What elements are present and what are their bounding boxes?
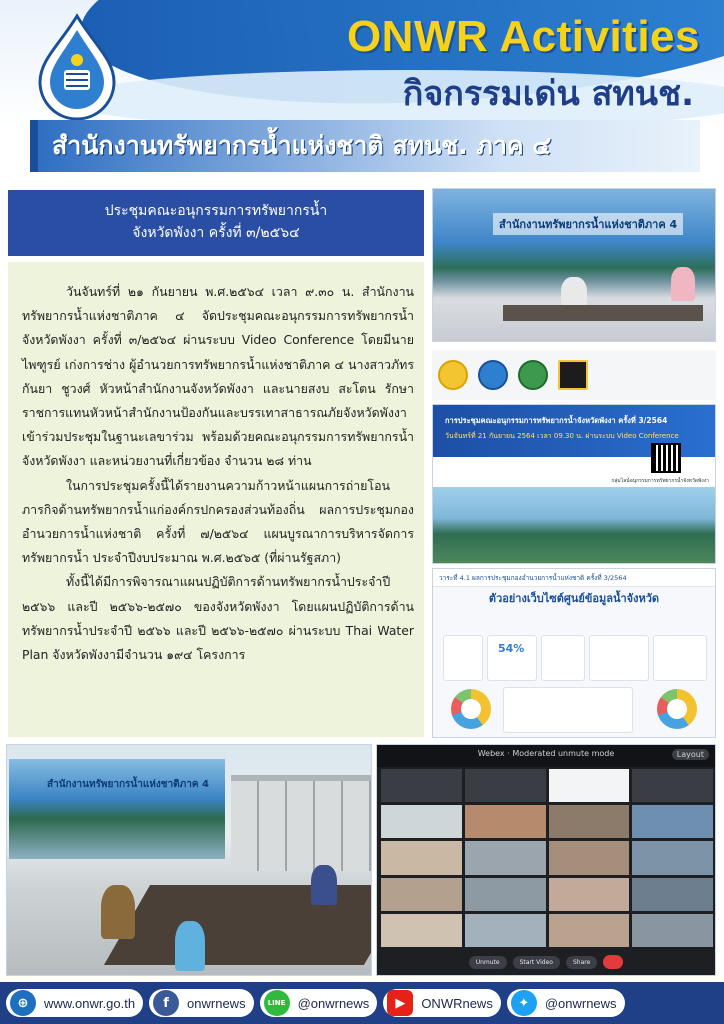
qr-code-icon (651, 443, 681, 473)
landscape-image (433, 487, 715, 564)
facebook-text: onwrnews (187, 995, 246, 1011)
participant-tile (465, 914, 546, 947)
participant-tile (632, 769, 713, 802)
wall-poster (9, 759, 225, 859)
youtube-icon: ▶ (387, 990, 413, 1016)
participant-tile (381, 841, 462, 874)
participant-tile (465, 769, 546, 802)
slide-title: การประชุมคณะอนุกรรมการทรัพยากรน้ำจังหวัดพังงา ครั้งที่ 3/2564 (445, 416, 668, 425)
facebook-link[interactable] (149, 989, 254, 1017)
rain-tile (541, 635, 585, 681)
poster-text: สำนักงานทรัพยากรน้ำแห่งชาติภาค 4 (47, 779, 210, 790)
line-icon: LINE (264, 990, 290, 1016)
participant-tile (549, 841, 630, 874)
dashboard-donut-chart (657, 689, 697, 729)
twitter-link[interactable] (507, 989, 625, 1017)
webex-subtitle: Moderated unmute mode (512, 749, 615, 758)
agency-seal-icon (518, 360, 548, 390)
participant-tile (549, 769, 630, 802)
subject-line-2: จังหวัดพังงา ครั้งที่ ๓/๒๕๖๔ (132, 225, 300, 241)
person-figure (671, 267, 695, 301)
percent-tile (487, 635, 537, 681)
qr-label: กลุ่มไลน์อนุกรรมการทรัพยากรน้ำจังหวัดพังงา (611, 478, 709, 484)
youtube-link[interactable] (383, 989, 501, 1017)
globe-icon: ⊕ (10, 990, 36, 1016)
title-thai: กิจกรรมเด่น สทนช. (402, 74, 694, 114)
dashboard-percent: 54% (498, 642, 525, 655)
dashboard-header: วาระที่ 4.1 ผลการประชุมกองอำนวยการน้ำแห่งชาติ ครั้งที่ 3/2564 (433, 569, 715, 587)
legend-tile (503, 687, 633, 733)
dashboard-title: ตัวอย่างเว็บไซต์ศูนย์ข้อมูลน้ำจังหวัด (488, 592, 660, 605)
conference-slide (432, 404, 716, 564)
footer-social-bar (0, 982, 724, 1024)
map-tile (443, 635, 483, 681)
office-meeting-photo (6, 744, 372, 976)
webex-screenshot (376, 744, 716, 976)
participant-tile (381, 878, 462, 911)
participant-tile (549, 805, 630, 838)
website-link[interactable] (6, 989, 143, 1017)
agency-emblems (432, 350, 716, 400)
participant-tile (381, 769, 462, 802)
title-english: ONWR Activities (346, 12, 700, 61)
conference-table (503, 305, 703, 321)
participant-tile (465, 841, 546, 874)
paragraph-3: ทั้งนี้ได้มีการพิจารณาแผนปฏิบัติการด้านทรัพยากรน้ำประจำปี ๒๕๖๖ และปี ๒๕๖๖-๒๕๗๐ ของจังหวัดพังงา โดยแผนปฏิบัติการด้านทรัพยากรน้ำประจำปี ๒๕๖๖ และปี ๒๕๖๖-๒๕๗๐ ผ่านระบบ Thai Water Plan จังหวัดพังงามีจำนวน ๑๙๔ โครงการ (22, 574, 414, 663)
subject-box (8, 190, 424, 256)
youtube-text: ONWRnews (421, 995, 493, 1011)
water-dashboard-slide (432, 568, 716, 738)
paragraph-1: วันจันทร์ที่ ๒๑ กันยายน พ.ศ.๒๕๖๔ เวลา ๙.๓๐ น. สำนักงานทรัพยากรน้ำแห่งชาติภาค ๔ จัดประชุมคณะอนุกรรมการทรัพยากรน้ำจังหวัดพังงา ครั้งที่ ๓/๒๕๖๔ ผ่านระบบ Video Conference โดยมีนายไพฑูรย์ เก่งการช่าง ผู้อำนวยการทรัพยากรน้ำแห่งชาติภาค ๔ นางสาวภัทรกันยา ชูวงศ์ หัวหน้าสำนักงานจังหวัดพังงา และนายสงบ สะโตน รักษาราชการแทนหัวหน้าสำนักงานป้องกันและบรรเทาสาธารณภัยจังหวัดพังงา เข้าร่วมประชุมในฐานะเลขาร่วม พร้อมด้วยคณะอนุกรรมการทรัพยากรน้ำจังหวัดพังงา และหน่วยงานที่เกี่ยวข้อง จำนวน ๒๘ ท่าน (22, 284, 414, 469)
meeting-room-photo (432, 188, 716, 342)
twitter-icon: ✦ (511, 990, 537, 1016)
dashboard-donut-chart (451, 689, 491, 729)
person-figure (175, 921, 205, 971)
person-figure (101, 885, 135, 939)
line-text: @onwrnews (297, 995, 370, 1011)
person-figure (311, 865, 337, 905)
participant-tile (549, 914, 630, 947)
office-banner (30, 120, 700, 172)
header (0, 0, 724, 180)
end-call-button[interactable] (603, 955, 623, 969)
bookshelf (231, 775, 371, 871)
webex-layout-button[interactable]: Layout (672, 749, 709, 760)
participant-tile (381, 805, 462, 838)
participant-tile (632, 878, 713, 911)
participant-tile (465, 878, 546, 911)
participant-tile (632, 914, 713, 947)
unmute-button[interactable]: Unmute (469, 956, 507, 969)
twitter-text: @onwrnews (544, 995, 617, 1011)
participant-tile (465, 805, 546, 838)
facebook-icon: f (153, 990, 179, 1016)
department-seal-icon (558, 360, 588, 390)
participant-tile (381, 914, 462, 947)
onwr-seal-icon (478, 360, 508, 390)
line-link[interactable] (260, 989, 378, 1017)
paragraph-2: ในการประชุมครั้งนี้ได้รายงานความก้าวหน้าแผนการถ่ายโอนภารกิจด้านทรัพยากรน้ำแก่องค์กรปกครองส่วนท้องถิ่น ผลการประชุมกองอำนวยการน้ำแห่งชาติ ครั้งที่ ๗/๒๕๖๔ แผนบูรณาการบริหารจัดการทรัพยากรน้ำ ประจำปีงบประมาณ พ.ศ.๒๕๖๕ (ที่ผ่านรัฐสภา) (22, 477, 414, 566)
thailand-map-tile (589, 635, 649, 681)
article-body (8, 262, 424, 737)
webex-title-bar: Webex · Moderated unmute mode Layout (377, 745, 715, 767)
office-banner-text: สำนักงานทรัพยากรน้ำแห่งชาติ สทนช. ภาค ๔ (52, 131, 552, 160)
share-button[interactable]: Share (566, 956, 597, 969)
participant-tile (632, 841, 713, 874)
start-video-button[interactable]: Start Video (513, 956, 560, 969)
website-text: www.onwr.go.th (44, 995, 136, 1011)
onwr-logo-icon (22, 12, 132, 122)
participant-tile (632, 805, 713, 838)
webex-title: Webex (477, 749, 505, 758)
weather-tile (653, 635, 707, 681)
subject-line-1: ประชุมคณะอนุกรรมการทรัพยากรน้ำ (104, 203, 328, 219)
webex-participant-grid (381, 769, 713, 947)
participant-tile (549, 878, 630, 911)
slide-date: วันจันทร์ที่ 21 กันยายน 2564 เวลา 09.30 น. ผ่านระบบ Video Conference (445, 432, 679, 440)
provincial-seal-icon (438, 360, 468, 390)
meeting-banner-text: สำนักงานทรัพยากรน้ำแห่งชาติภาค 4 (493, 213, 683, 235)
webex-controls (377, 949, 715, 975)
